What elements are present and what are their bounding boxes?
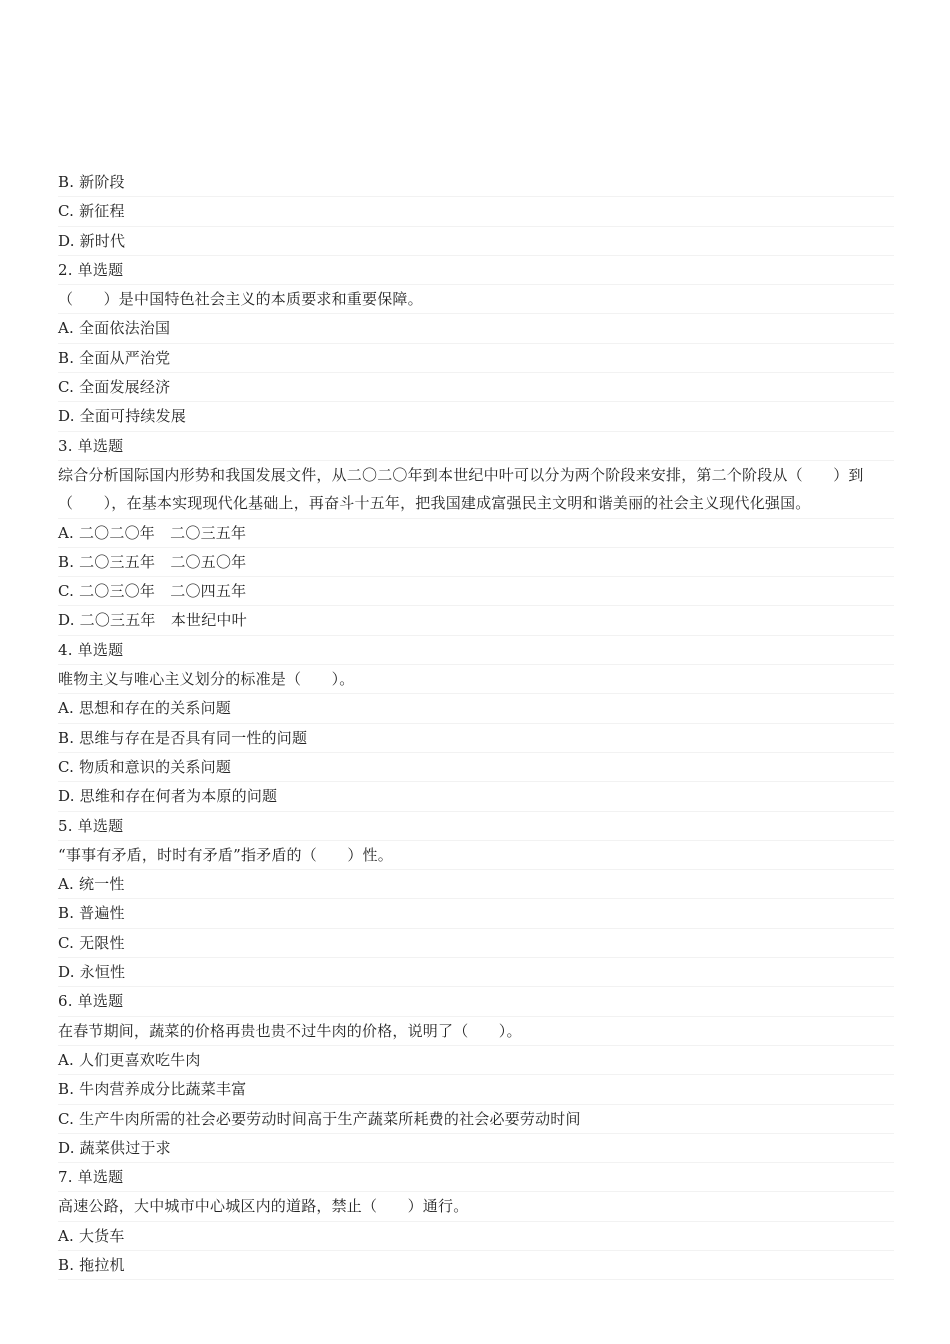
question-4-stem: 唯物主义与唯心主义划分的标准是（ ）。: [58, 665, 894, 694]
question-5-option-b: B. 普遍性: [58, 899, 894, 928]
question-6-option-b: B. 牛肉营养成分比蔬菜丰富: [58, 1075, 894, 1104]
question-5-header: 5. 单选题: [58, 812, 894, 841]
question-4-header: 4. 单选题: [58, 636, 894, 665]
question-4-option-d: D. 思维和存在何者为本原的问题: [58, 782, 894, 811]
question-3-option-a: A. 二〇二〇年 二〇三五年: [58, 519, 894, 548]
question-5-option-c: C. 无限性: [58, 929, 894, 958]
question-2-option-d: D. 全面可持续发展: [58, 402, 894, 431]
option-b: B. 新阶段: [58, 168, 894, 197]
option-d: D. 新时代: [58, 227, 894, 256]
question-7-option-b: B. 拖拉机: [58, 1251, 894, 1280]
question-4-option-b: B. 思维与存在是否具有同一性的问题: [58, 724, 894, 753]
question-6-option-a: A. 人们更喜欢吃牛肉: [58, 1046, 894, 1075]
question-6-header: 6. 单选题: [58, 987, 894, 1016]
question-5-stem: “事事有矛盾，时时有矛盾”指矛盾的（ ）性。: [58, 841, 894, 870]
question-5-option-a: A. 统一性: [58, 870, 894, 899]
question-3-option-c: C. 二〇三〇年 二〇四五年: [58, 577, 894, 606]
question-7-header: 7. 单选题: [58, 1163, 894, 1192]
question-7-option-a: A. 大货车: [58, 1222, 894, 1251]
question-2-option-c: C. 全面发展经济: [58, 373, 894, 402]
question-2-option-b: B. 全面从严治党: [58, 344, 894, 373]
question-5-option-d: D. 永恒性: [58, 958, 894, 987]
question-3-option-b: B. 二〇三五年 二〇五〇年: [58, 548, 894, 577]
question-6-stem: 在春节期间，蔬菜的价格再贵也贵不过牛肉的价格，说明了（ ）。: [58, 1017, 894, 1046]
question-4-option-a: A. 思想和存在的关系问题: [58, 694, 894, 723]
option-c: C. 新征程: [58, 197, 894, 226]
question-3-header: 3. 单选题: [58, 432, 894, 461]
question-2-stem: （ ）是中国特色社会主义的本质要求和重要保障。: [58, 285, 894, 314]
question-6-option-d: D. 蔬菜供过于求: [58, 1134, 894, 1163]
question-2-header: 2. 单选题: [58, 256, 894, 285]
question-2-option-a: A. 全面依法治国: [58, 314, 894, 343]
question-3-option-d: D. 二〇三五年 本世纪中叶: [58, 606, 894, 635]
question-3-stem: 综合分析国际国内形势和我国发展文件，从二〇二〇年到本世纪中叶可以分为两个阶段来安排，第二个阶段从（ ）到（ ），在基本实现现代化基础上，再奋斗十五年，把我国建成富强民主文明和谐美丽的社会主义现代化强国。: [58, 461, 894, 519]
question-7-stem: 高速公路，大中城市中心城区内的道路，禁止（ ）通行。: [58, 1192, 894, 1221]
question-4-option-c: C. 物质和意识的关系问题: [58, 753, 894, 782]
question-6-option-c: C. 生产牛肉所需的社会必要劳动时间高于生产蔬菜所耗费的社会必要劳动时间: [58, 1105, 894, 1134]
question-list: [58, 168, 894, 1280]
